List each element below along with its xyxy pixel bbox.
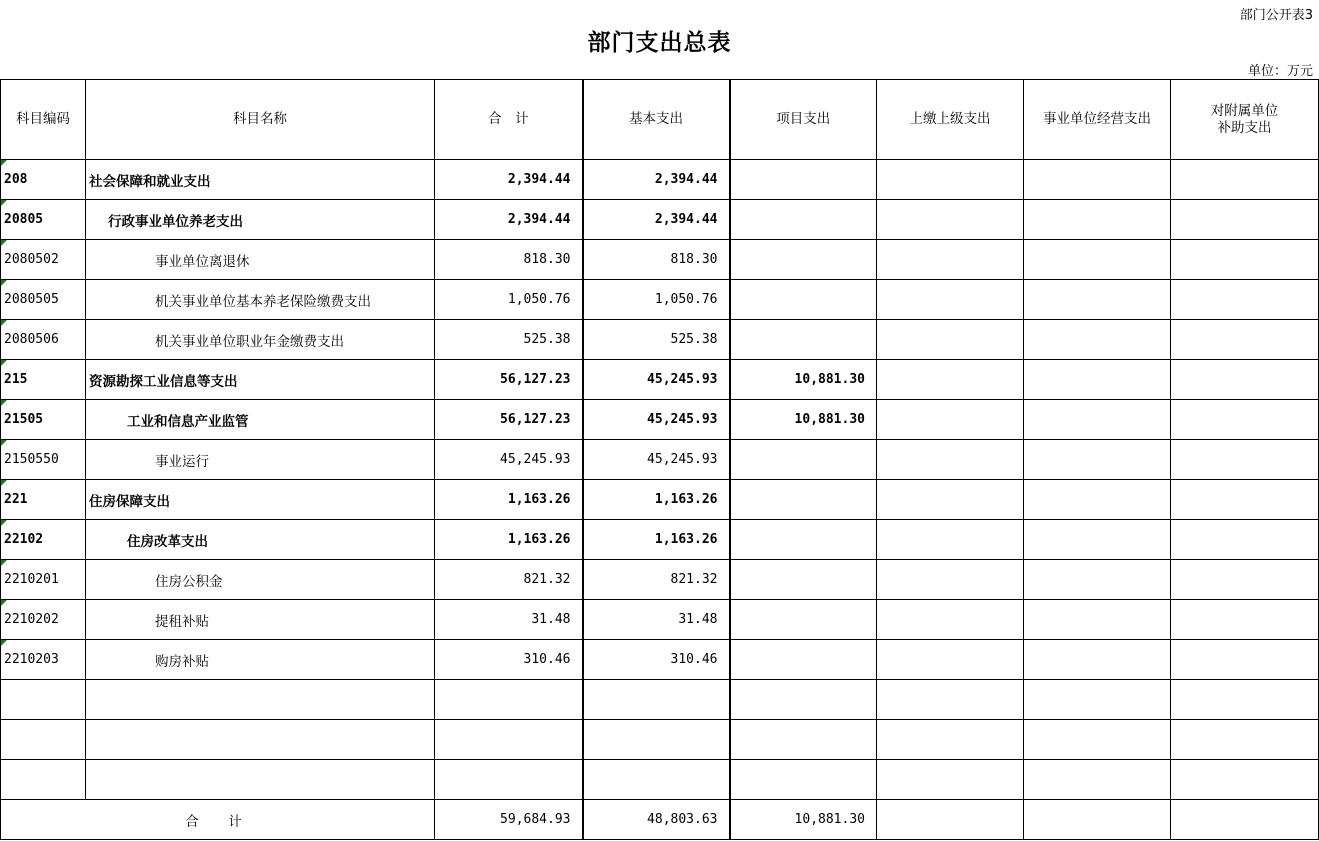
table-row <box>1 160 1319 200</box>
total-upper <box>877 800 1024 840</box>
total-basic: 48,803.63 <box>583 800 730 840</box>
empty-cell <box>86 760 435 800</box>
row-project <box>730 520 877 560</box>
row-code: 2210203 <box>1 640 86 680</box>
row-business <box>1024 280 1171 320</box>
empty-cell <box>1171 760 1319 800</box>
row-upper <box>877 360 1024 400</box>
empty-row <box>1 680 1319 720</box>
row-total: 821.32 <box>435 560 583 600</box>
row-basic: 821.32 <box>583 560 730 600</box>
row-upper <box>877 400 1024 440</box>
row-code: 2210202 <box>1 600 86 640</box>
row-basic: 45,245.93 <box>583 360 730 400</box>
row-upper <box>877 440 1024 480</box>
empty-cell <box>583 680 730 720</box>
row-total: 818.30 <box>435 240 583 280</box>
header-project: 项目支出 <box>730 80 877 160</box>
row-subsidy <box>1171 320 1319 360</box>
empty-cell <box>1024 680 1171 720</box>
row-total: 2,394.44 <box>435 160 583 200</box>
row-upper <box>877 240 1024 280</box>
row-project <box>730 280 877 320</box>
page-title: 部门支出总表 <box>587 30 732 56</box>
row-name: 社会保障和就业支出 <box>86 160 435 200</box>
empty-cell <box>583 720 730 760</box>
table-row <box>1 320 1319 360</box>
row-subsidy <box>1171 240 1319 280</box>
empty-row <box>1 760 1319 800</box>
empty-cell <box>877 720 1024 760</box>
row-project <box>730 240 877 280</box>
table-row <box>1 600 1319 640</box>
header-basic: 基本支出 <box>583 80 730 160</box>
total-row <box>1 800 1319 840</box>
row-name: 资源勘探工业信息等支出 <box>86 360 435 400</box>
row-name: 住房公积金 <box>86 560 435 600</box>
total-label: 合 计 <box>1 800 435 840</box>
row-name: 住房保障支出 <box>86 480 435 520</box>
row-basic: 525.38 <box>583 320 730 360</box>
empty-cell <box>877 760 1024 800</box>
empty-cell <box>435 760 583 800</box>
header-subsidy-line2: 补助支出 <box>1217 119 1272 136</box>
row-total: 1,050.76 <box>435 280 583 320</box>
row-upper <box>877 280 1024 320</box>
row-name: 购房补贴 <box>86 640 435 680</box>
row-upper <box>877 480 1024 520</box>
row-business <box>1024 320 1171 360</box>
row-total: 56,127.23 <box>435 360 583 400</box>
row-basic: 45,245.93 <box>583 440 730 480</box>
row-subsidy <box>1171 360 1319 400</box>
total-subsidy <box>1171 800 1319 840</box>
header-business: 事业单位经营支出 <box>1024 80 1171 160</box>
table-row <box>1 640 1319 680</box>
empty-cell <box>435 720 583 760</box>
row-upper <box>877 320 1024 360</box>
row-project <box>730 160 877 200</box>
row-subsidy <box>1171 160 1319 200</box>
empty-cell <box>730 680 877 720</box>
row-subsidy <box>1171 440 1319 480</box>
row-basic: 2,394.44 <box>583 200 730 240</box>
row-project <box>730 600 877 640</box>
header-row <box>1 80 1319 160</box>
row-name: 事业运行 <box>86 440 435 480</box>
header-total: 合 计 <box>435 80 583 160</box>
header-subsidy <box>1171 80 1319 160</box>
row-business <box>1024 600 1171 640</box>
row-total: 1,163.26 <box>435 480 583 520</box>
empty-cell <box>730 720 877 760</box>
row-subsidy <box>1171 600 1319 640</box>
row-upper <box>877 520 1024 560</box>
row-name: 工业和信息产业监管 <box>86 400 435 440</box>
row-total: 31.48 <box>435 600 583 640</box>
empty-cell <box>1024 760 1171 800</box>
row-project <box>730 440 877 480</box>
row-name: 行政事业单位养老支出 <box>86 200 435 240</box>
table-row <box>1 360 1319 400</box>
row-business <box>1024 240 1171 280</box>
table-row <box>1 240 1319 280</box>
unit-label: 单位：万元 <box>1247 64 1313 79</box>
table-row <box>1 440 1319 480</box>
row-upper <box>877 600 1024 640</box>
row-subsidy <box>1171 640 1319 680</box>
row-code: 208 <box>1 160 86 200</box>
row-basic: 310.46 <box>583 640 730 680</box>
row-basic: 1,050.76 <box>583 280 730 320</box>
row-business <box>1024 160 1171 200</box>
empty-cell <box>1024 720 1171 760</box>
row-name: 机关事业单位基本养老保险缴费支出 <box>86 280 435 320</box>
empty-cell <box>1 720 86 760</box>
row-total: 45,245.93 <box>435 440 583 480</box>
row-basic: 1,163.26 <box>583 520 730 560</box>
row-code: 2210201 <box>1 560 86 600</box>
row-upper <box>877 200 1024 240</box>
table-row <box>1 560 1319 600</box>
empty-cell <box>730 760 877 800</box>
table-row <box>1 480 1319 520</box>
empty-cell <box>86 680 435 720</box>
empty-cell <box>86 720 435 760</box>
empty-cell <box>1 680 86 720</box>
row-total: 1,163.26 <box>435 520 583 560</box>
row-business <box>1024 480 1171 520</box>
header-upper: 上缴上级支出 <box>877 80 1024 160</box>
row-basic: 1,163.26 <box>583 480 730 520</box>
row-code: 2080505 <box>1 280 86 320</box>
row-code: 2080506 <box>1 320 86 360</box>
empty-cell <box>1171 680 1319 720</box>
row-code: 22102 <box>1 520 86 560</box>
table-row <box>1 400 1319 440</box>
row-subsidy <box>1171 480 1319 520</box>
table-row <box>1 520 1319 560</box>
row-subsidy <box>1171 400 1319 440</box>
row-project <box>730 320 877 360</box>
total-project: 10,881.30 <box>730 800 877 840</box>
row-upper <box>877 560 1024 600</box>
row-subsidy <box>1171 520 1319 560</box>
header-name: 科目名称 <box>86 80 435 160</box>
row-code: 21505 <box>1 400 86 440</box>
row-basic: 31.48 <box>583 600 730 640</box>
header-code: 科目编码 <box>1 80 86 160</box>
row-total: 525.38 <box>435 320 583 360</box>
row-code: 221 <box>1 480 86 520</box>
row-business <box>1024 200 1171 240</box>
row-name: 提租补贴 <box>86 600 435 640</box>
empty-cell <box>1171 720 1319 760</box>
empty-cell <box>877 680 1024 720</box>
row-code: 2080502 <box>1 240 86 280</box>
empty-cell <box>583 760 730 800</box>
total-business <box>1024 800 1171 840</box>
row-basic: 45,245.93 <box>583 400 730 440</box>
row-project <box>730 480 877 520</box>
row-code: 2150550 <box>1 440 86 480</box>
row-code: 215 <box>1 360 86 400</box>
empty-cell <box>1 760 86 800</box>
row-basic: 818.30 <box>583 240 730 280</box>
row-business <box>1024 360 1171 400</box>
row-project: 10,881.30 <box>730 360 877 400</box>
form-number: 部门公开表3 <box>1239 8 1313 23</box>
header-subsidy-line1: 对附属单位 <box>1210 102 1279 119</box>
row-business <box>1024 520 1171 560</box>
table-row <box>1 200 1319 240</box>
row-subsidy <box>1171 560 1319 600</box>
expenditure-table <box>0 79 1319 840</box>
row-code: 20805 <box>1 200 86 240</box>
row-name: 机关事业单位职业年金缴费支出 <box>86 320 435 360</box>
row-total: 56,127.23 <box>435 400 583 440</box>
row-project <box>730 560 877 600</box>
empty-row <box>1 720 1319 760</box>
row-project <box>730 640 877 680</box>
row-business <box>1024 440 1171 480</box>
row-total: 2,394.44 <box>435 200 583 240</box>
row-subsidy <box>1171 200 1319 240</box>
empty-cell <box>435 680 583 720</box>
total-sum: 59,684.93 <box>435 800 583 840</box>
row-business <box>1024 640 1171 680</box>
row-business <box>1024 400 1171 440</box>
row-upper <box>877 640 1024 680</box>
row-project <box>730 200 877 240</box>
row-upper <box>877 160 1024 200</box>
row-name: 事业单位离退休 <box>86 240 435 280</box>
row-business <box>1024 560 1171 600</box>
row-name: 住房改革支出 <box>86 520 435 560</box>
row-subsidy <box>1171 280 1319 320</box>
row-project: 10,881.30 <box>730 400 877 440</box>
row-total: 310.46 <box>435 640 583 680</box>
row-basic: 2,394.44 <box>583 160 730 200</box>
table-row <box>1 280 1319 320</box>
